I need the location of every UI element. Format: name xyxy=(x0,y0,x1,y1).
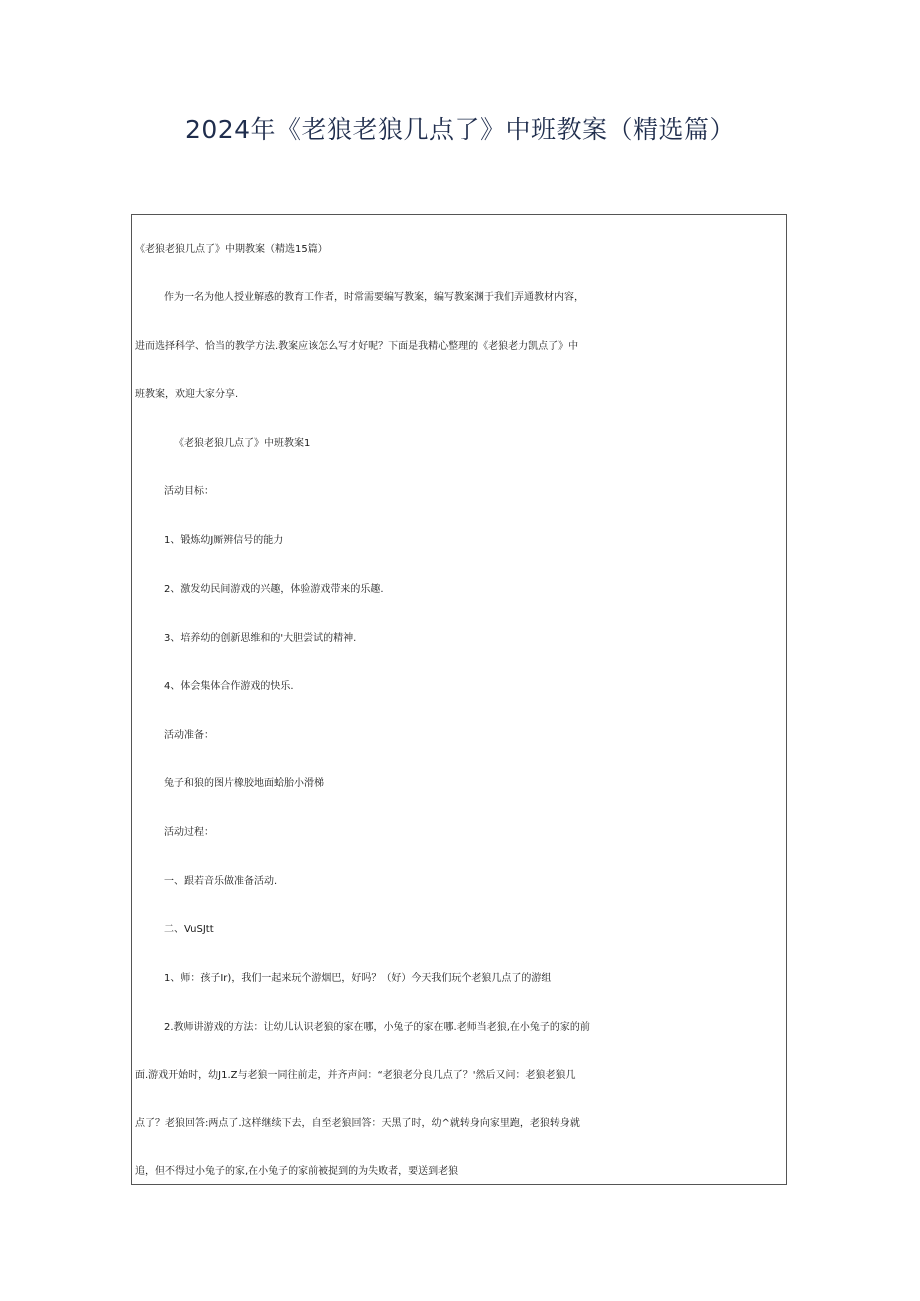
step-item-2-line-1: 2.教师讲游戏的方法：让幼儿认识老狼的家在哪，小兔子的家在哪.老师当老狼,在小兔子的家的前 xyxy=(164,1022,590,1033)
prep-text: 兔子和狼的图片橡胶地面蛤胎小滑梯 xyxy=(164,778,324,789)
step-item-2-line-4: 追，但不得过小兔子的家,在小兔子的家前被捉到的为失败者，要送到老狼 xyxy=(135,1166,459,1177)
goal-item: 1、锻炼幼J厮辨信号的能力 xyxy=(164,535,284,546)
process-step: 一、跟若音乐做准备活动. xyxy=(164,876,278,887)
goal-item: 2、激发幼民间游戏的兴趣，体验游戏带来的乐趣. xyxy=(164,584,384,595)
step-item-1: 1、师：孩子Ir)，我们一起来玩个游烟巴，好吗？（好）今天我们玩个老狼几点了的游组 xyxy=(164,973,552,984)
goal-item: 3、培养幼的创新思维和的'大胆尝试的精神. xyxy=(164,633,357,644)
content-frame xyxy=(131,214,787,1185)
process-label: 活动过程： xyxy=(164,827,214,838)
document-subtitle: 《老狼老狼几点了》中期教案（精选15篇） xyxy=(135,244,328,255)
process-step: 二、VuSJtt xyxy=(164,924,214,935)
intro-line-2: 进而选择科学、恰当的教学方法.教案应该怎么写才好呢？下面是我精心整理的《老狼老力凯点了》中 xyxy=(135,341,579,352)
intro-line-1: 作为一名为他人授业解惑的教育工作者，时常需要编写教案，编写教案渊于我们弄通教材内容， xyxy=(164,292,584,303)
section-heading: 《老狼老狼几点了》中班教案1 xyxy=(174,438,311,449)
prep-label: 活动准备： xyxy=(164,730,214,741)
intro-line-3: 班教案，欢迎大家分享. xyxy=(135,389,239,400)
step-item-2-line-2: 面.游戏开始时，幼J1.Z与老狼一同往前走，并齐声问：“老狼老分良几点了？'然后又问：老狼老狼几 xyxy=(135,1070,576,1081)
goals-label: 活动目标： xyxy=(164,486,214,497)
document-title: 2024年《老狼老狼几点了》中班教案（精选篇） xyxy=(184,115,736,144)
goal-item: 4、体会集体合作游戏的快乐. xyxy=(164,681,294,692)
step-item-2-line-3: 点了？老狼回答:两点了.这样继续下去，自至老狼回答：天黑了时，幼^就转身向家里跑，老狼转身就 xyxy=(135,1118,580,1129)
